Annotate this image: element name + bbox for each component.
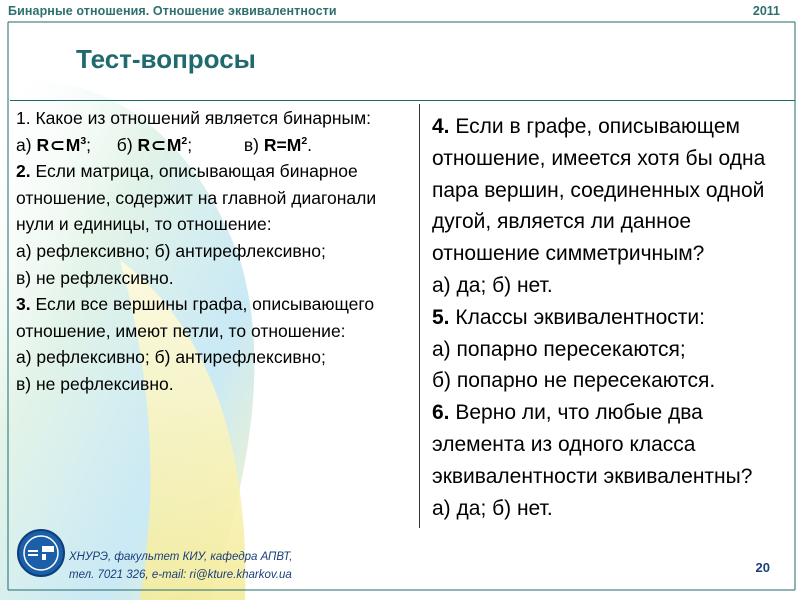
university-logo-icon <box>16 528 66 578</box>
slide-title: Тест-вопросы <box>76 44 256 74</box>
column-divider <box>419 104 420 528</box>
option-c-end: . <box>307 134 313 155</box>
question-1-options <box>16 132 412 159</box>
question-6-text: Верно ли, что любые два элемента из одного класса эквивалентности эквивалентны? <box>432 401 753 488</box>
footer-line-2: тел. 7021 326, e-mail: ri@kture.kharkov.ua <box>69 569 292 581</box>
question-2-options-2: в) не рефлексивно. <box>16 267 174 288</box>
question-5-option-b: б) попарно не пересекаются. <box>432 369 716 393</box>
question-3-text: Если все вершины графа, описывающего отношение, имеют петли, то отношение: <box>16 294 375 341</box>
option-a-end: ; <box>86 134 92 155</box>
option-a-exponent: 3 <box>80 134 87 147</box>
option-a-r: R <box>36 134 50 155</box>
option-b-label: б) <box>116 134 138 155</box>
question-1-text: 1. Какое из отношений является бинарным: <box>16 108 372 128</box>
question-2 <box>16 158 412 238</box>
question-3 <box>16 291 412 344</box>
option-b-end: ; <box>187 134 193 155</box>
question-6-number: 6. <box>432 401 450 425</box>
left-column <box>16 105 412 398</box>
question-4-text: Если в графе, описывающем отношение, имеется хотя бы одна пара вершин, соединенных одной дугой, является ли данное отношение симметричным? <box>432 115 766 266</box>
question-2-options-1: а) рефлексивно; б) антирефлексивно; <box>16 240 326 261</box>
question-3-number: 3. <box>16 294 31 315</box>
subset-symbol: ⊂ <box>50 134 65 155</box>
subset-symbol: ⊂ <box>151 134 166 155</box>
question-5-text: Классы эквивалентности: <box>449 305 705 329</box>
option-b-m: M <box>166 134 182 155</box>
right-column <box>432 111 792 524</box>
footer-line-1: ХНУРЭ, факультет КИУ, кафедра АПВТ, <box>69 551 293 563</box>
question-4-number: 4. <box>432 115 450 138</box>
footer-contacts <box>69 548 292 584</box>
option-a-label: а) <box>16 134 37 155</box>
question-1 <box>16 105 412 132</box>
question-2-text: Если матрица, описывающая бинарное отношение, содержит на главной диагонали нули и единицы, то отношение: <box>16 161 377 235</box>
option-b-r: R <box>137 134 151 155</box>
question-5-option-a: а) попарно пересекаются; <box>432 337 686 361</box>
question-5-number: 5. <box>432 305 450 329</box>
header-title: Бинарные отношения. Отношение эквивалентности <box>8 4 337 18</box>
option-c-label: в) <box>243 134 264 155</box>
option-a-m: M <box>65 134 81 155</box>
question-6-options: а) да; б) нет. <box>432 496 553 520</box>
question-3-options-2: в) не рефлексивно. <box>16 373 174 394</box>
option-c-expr: R=M <box>263 134 302 155</box>
question-4-options: а) да; б) нет. <box>432 273 553 297</box>
option-b-exponent: 2 <box>181 134 188 147</box>
question-4 <box>432 111 792 270</box>
question-5 <box>432 302 792 334</box>
option-c-exponent: 2 <box>301 134 308 147</box>
question-3-options-1: а) рефлексивно; б) антирефлексивно; <box>16 347 326 368</box>
question-2-number: 2. <box>16 161 31 182</box>
page-number: 20 <box>755 560 770 575</box>
header-year: 2011 <box>752 4 780 18</box>
question-6 <box>432 397 792 492</box>
title-divider <box>10 100 795 101</box>
